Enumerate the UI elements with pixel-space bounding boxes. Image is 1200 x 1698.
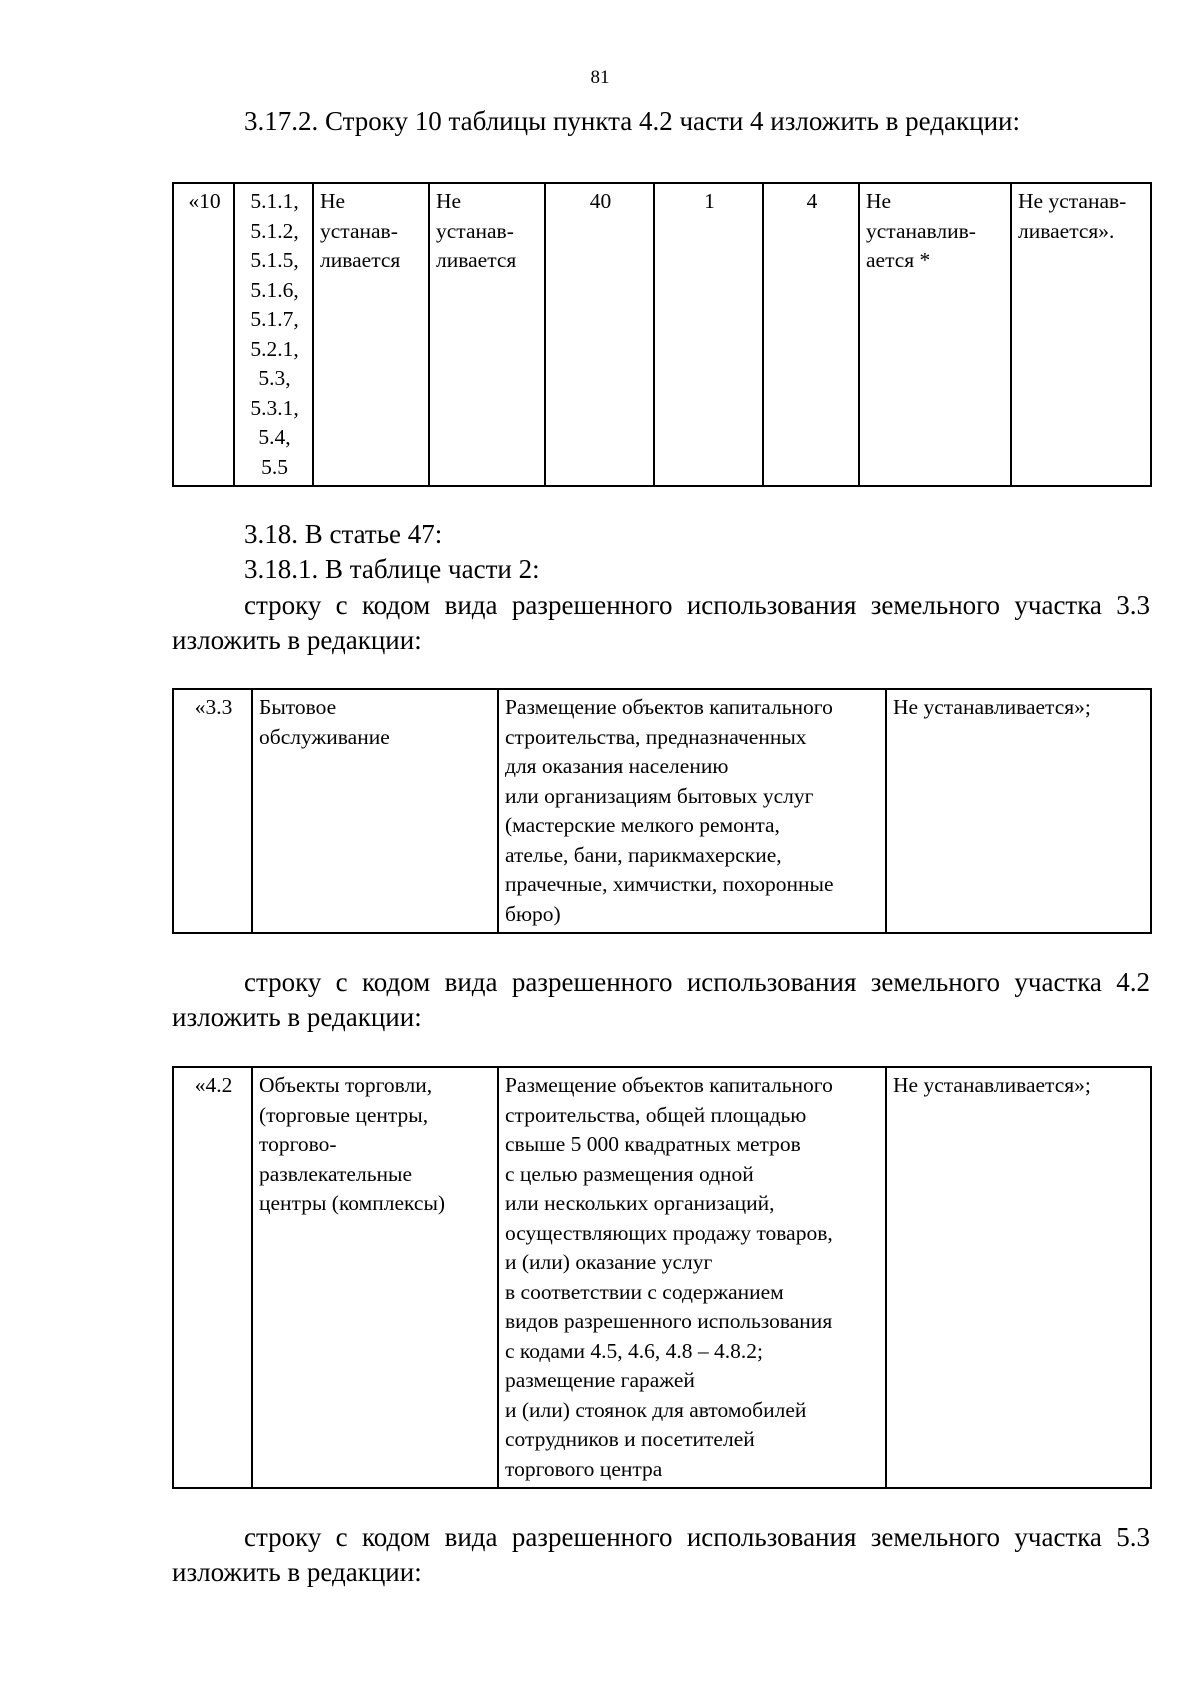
cell-value-3: 40 [545,183,654,486]
cell-value-4: 1 [654,183,763,486]
cell-code: «4.2 [173,1067,252,1488]
paragraph-code-3-3 [172,588,1150,658]
section-3-17-2-heading: 3.17.2. Строку 10 таблицы пункта 4.2 части 4 изложить в редакции: [244,106,1020,136]
page-number: 81 [590,67,610,88]
cell-value-7: Не устанав- ливается». [1011,183,1151,486]
paragraph-line: изложить в редакции: [172,1557,422,1587]
cell-use-description: Размещение объектов капитального строительства, общей площадью свыше 5 000 квадратных метров с целью размещения одной или нескольких организаций, осуществляющих продажу товаров, и (или) оказание услуг в соответствии с содержанием видов разрешенного использования с кодами 4.5, 4.6, 4.8 – 4.8.2; размещение гаражей и (или) стоянок для автомобилей сотрудников и посетителей торгового центра [498,1067,886,1488]
cell-use-name: Объекты торговли, (торговые центры, торгово- развлекательные центры (комплексы) [252,1067,498,1488]
cell-value-2: Не устанав- ливается [429,183,545,486]
section-3-18-1-heading: 3.18.1. В таблице части 2: [244,554,540,584]
table-row [173,1067,1151,1488]
table-row-10 [172,182,1152,487]
cell-permitted-use-codes: 5.1.1, 5.1.2, 5.1.5, 5.1.6, 5.1.7, 5.2.1, 5.3, 5.3.1, 5.4, 5.5 [234,183,313,486]
cell-code: «10 [173,183,234,486]
cell-code: «3.3 [173,689,252,933]
cell-value-6: Не устанавлив- ается * [859,183,1011,486]
paragraph-line: изложить в редакции: [172,625,422,655]
table-row [173,689,1151,933]
table-code-4-2 [172,1066,1152,1489]
cell-parameter: Не устанавливается»; [886,689,1151,933]
table-code-3-3 [172,688,1152,934]
table-row [173,183,1151,486]
paragraph-line: строку с кодом вида разрешенного использования земельного участка 3.3 [244,590,1150,620]
cell-use-name: Бытовое обслуживание [252,689,498,933]
cell-value-1: Не устанав- ливается [313,183,429,486]
section-3-18-heading: 3.18. В статье 47: [244,519,443,549]
cell-value-5: 4 [763,183,859,486]
cell-use-description: Размещение объектов капитального строительства, предназначенных для оказания населению или организациям бытовых услуг (мастерские мелкого ремонта, ателье, бани, парикмахерские, прачечные, химчистки, похоронные бюро) [498,689,886,933]
paragraph-code-5-3 [172,1520,1150,1590]
paragraph-line: строку с кодом вида разрешенного использования земельного участка 5.3 [244,1522,1150,1552]
paragraph-code-4-2 [172,965,1150,1035]
paragraph-line: изложить в редакции: [172,1002,422,1032]
cell-parameter: Не устанавливается»; [886,1067,1151,1488]
paragraph-line: строку с кодом вида разрешенного использования земельного участка 4.2 [244,967,1150,997]
